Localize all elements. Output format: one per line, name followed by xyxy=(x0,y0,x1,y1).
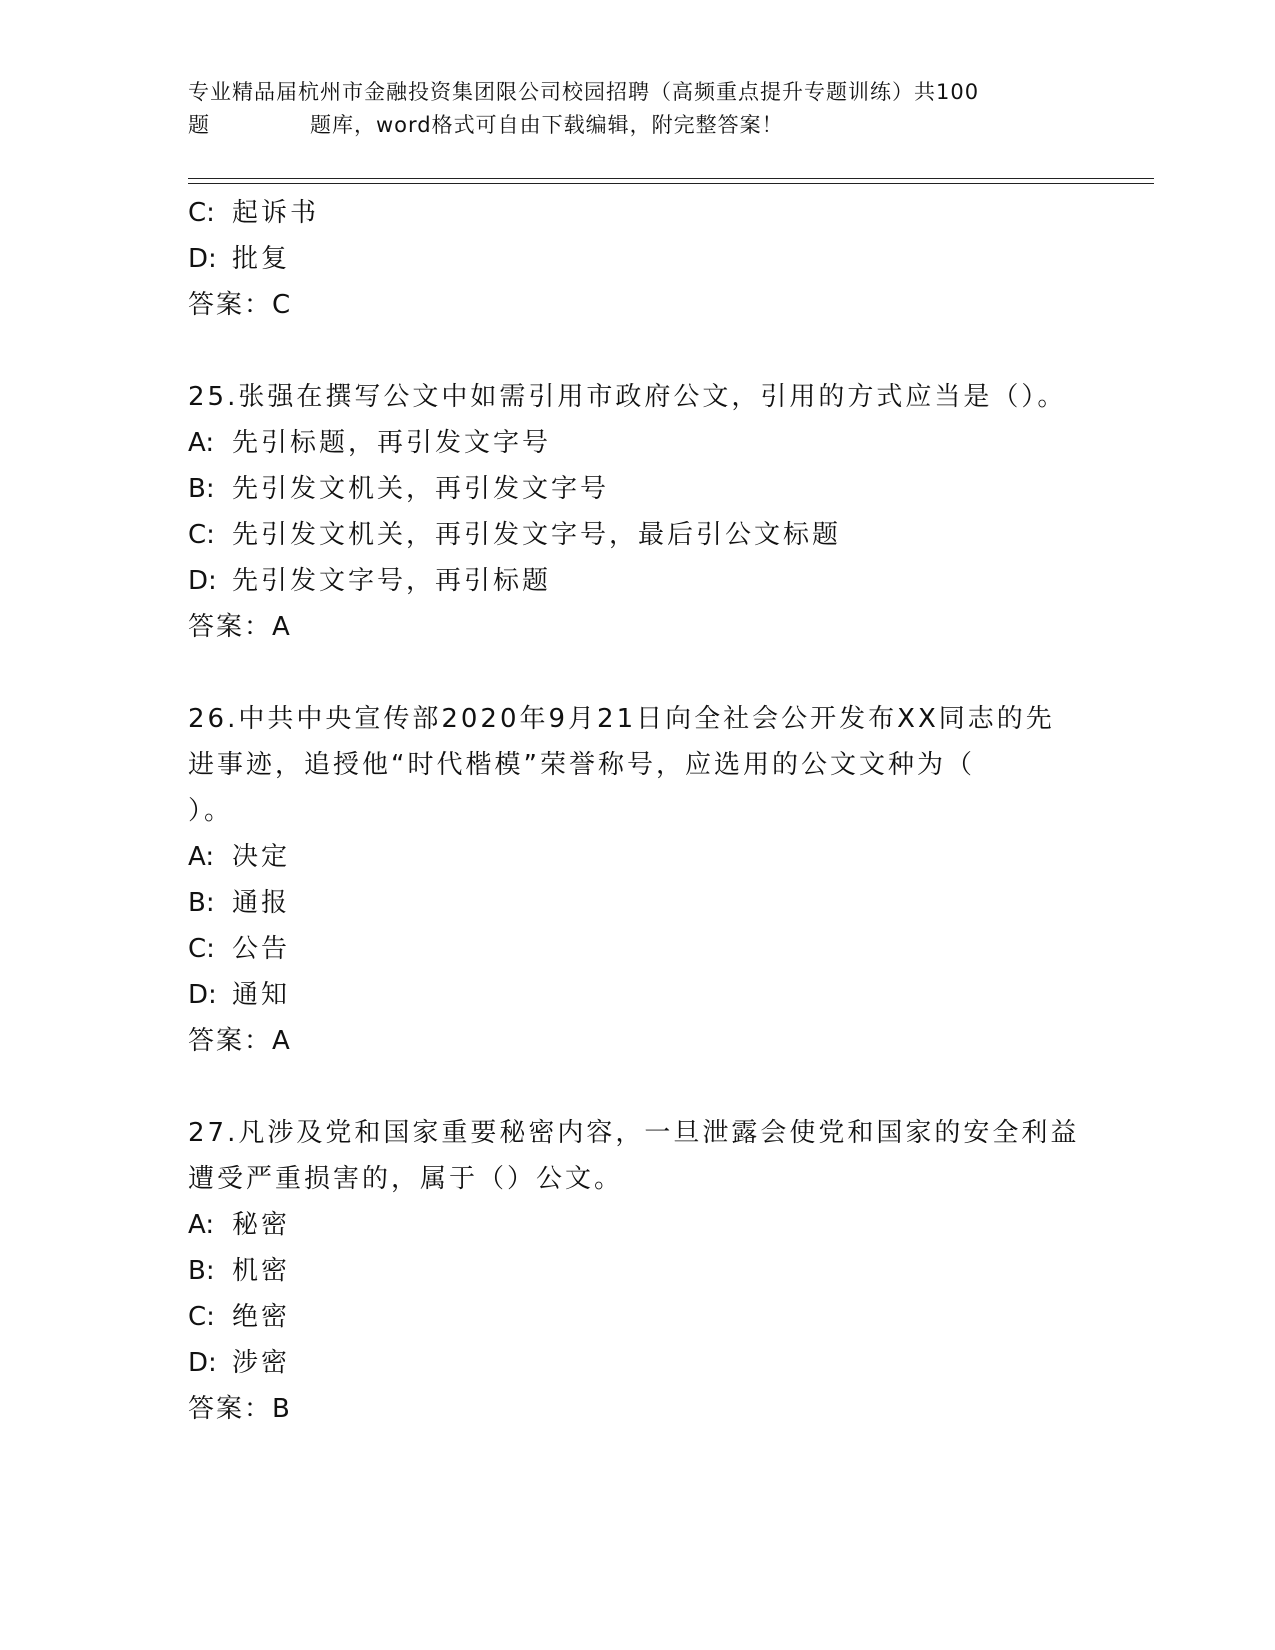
option-label: C: xyxy=(188,1302,215,1332)
option-text: 秘密 xyxy=(232,1210,291,1240)
option-d xyxy=(188,972,1088,1018)
option-label: C: xyxy=(188,934,215,964)
option-text: 先引发文机关，再引发文字号，最后引公文标题 xyxy=(232,520,842,550)
answer: 答案：C xyxy=(188,290,293,320)
option-a xyxy=(188,1202,1088,1248)
option-text: 先引发文机关，再引发文字号 xyxy=(232,474,610,504)
option-b xyxy=(188,466,1088,512)
header-title-line2 xyxy=(188,109,1088,142)
option-d xyxy=(188,558,1088,604)
option-a xyxy=(188,420,1088,466)
option-a xyxy=(188,834,1088,880)
option-c xyxy=(188,512,1088,558)
option-label: D: xyxy=(188,566,217,596)
header-title-line1: 专业精品届杭州市金融投资集团限公司校园招聘（高频重点提升专题训练）共100 xyxy=(188,80,980,104)
option-label: C: xyxy=(188,520,215,550)
question-text: 25.张强在撰写公文中如需引用市政府公文，引用的方式应当是（）。 xyxy=(188,382,1067,412)
option-text: 公告 xyxy=(232,934,291,964)
option-text: 先引标题，再引发文字号 xyxy=(232,428,552,458)
option-text: 涉密 xyxy=(232,1348,291,1378)
question-25 xyxy=(188,374,1088,650)
question-text-line: 进事迹，追授他“时代楷模”荣誉称号，应选用的公文文种为（ xyxy=(188,750,975,780)
answer: 答案：A xyxy=(188,1026,292,1056)
option-label: A: xyxy=(188,1210,215,1240)
option-text: 机密 xyxy=(232,1256,291,1286)
option-c xyxy=(188,1294,1088,1340)
question-26 xyxy=(188,696,1088,1064)
option-text: 绝密 xyxy=(232,1302,291,1332)
option-label: A: xyxy=(188,428,215,458)
option-b xyxy=(188,1248,1088,1294)
question-text-line: 遭受严重损害的，属于（）公文。 xyxy=(188,1164,624,1194)
option-label: B: xyxy=(188,1256,215,1286)
option-c xyxy=(188,190,1088,236)
question-24-tail xyxy=(188,190,1088,328)
spacer xyxy=(188,650,1088,696)
option-label: C: xyxy=(188,198,215,228)
header-rule-bottom xyxy=(188,183,1154,184)
header-rule-top xyxy=(188,178,1154,179)
question-27 xyxy=(188,1110,1088,1432)
option-label: D: xyxy=(188,980,217,1010)
spacer xyxy=(188,328,1088,374)
answer: 答案：B xyxy=(188,1394,292,1424)
option-text: 通报 xyxy=(232,888,291,918)
header-gap xyxy=(210,109,310,142)
option-d xyxy=(188,1340,1088,1386)
option-b xyxy=(188,880,1088,926)
question-text-line: 26.中共中央宣传部2020年9月21日向全社会公开发布XX同志的先 xyxy=(188,704,1055,734)
option-text: 决定 xyxy=(232,842,291,872)
option-text: 通知 xyxy=(232,980,291,1010)
option-label: A: xyxy=(188,842,215,872)
option-label: D: xyxy=(188,244,217,274)
header-title-fragment: 题 xyxy=(188,113,210,137)
question-text-line: 27.凡涉及党和国家重要秘密内容，一旦泄露会使党和国家的安全利益 xyxy=(188,1118,1080,1148)
question-text-line: ）。 xyxy=(188,796,234,826)
option-label: B: xyxy=(188,888,215,918)
option-c xyxy=(188,926,1088,972)
option-text: 起诉书 xyxy=(232,198,320,228)
option-text: 批复 xyxy=(232,244,291,274)
option-text: 先引发文字号，再引标题 xyxy=(232,566,552,596)
option-label: D: xyxy=(188,1348,217,1378)
answer: 答案：A xyxy=(188,612,292,642)
option-d xyxy=(188,236,1088,282)
document-body xyxy=(188,190,1088,1432)
header-subtitle: 题库，word格式可自由下载编辑，附完整答案！ xyxy=(310,113,784,137)
page-header xyxy=(188,76,1088,142)
option-label: B: xyxy=(188,474,215,504)
spacer xyxy=(188,1064,1088,1110)
